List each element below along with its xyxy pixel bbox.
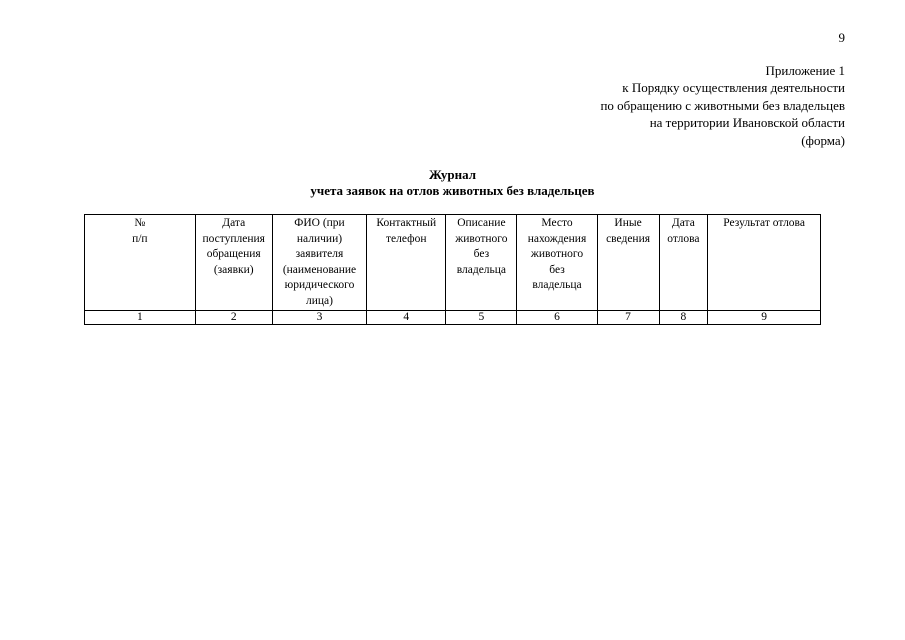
journal-subtitle-line: учета заявок на отлов животных без владельцев <box>310 183 595 198</box>
appendix-line: по обращению с животными без владельцев <box>600 97 845 113</box>
column-header-capture-result: Результат отлова <box>708 215 821 311</box>
appendix-block <box>445 62 845 149</box>
appendix-line: на территории Ивановской области <box>649 115 845 131</box>
column-number-cell: 5 <box>446 311 517 325</box>
appendix-line: Приложение 1 <box>765 63 845 78</box>
column-number-cell: 3 <box>272 311 366 325</box>
column-header-number: № п/п <box>85 215 196 311</box>
column-header-animal-location: Место нахождения животного без владельца <box>517 215 597 311</box>
appendix-line: к Порядку осуществления деятельности <box>622 80 845 96</box>
column-number-cell: 6 <box>517 311 597 325</box>
column-header-capture-date: Дата отлова <box>659 215 708 311</box>
column-header-phone: Контактный телефон <box>367 215 446 311</box>
page-number: 9 <box>838 30 845 45</box>
column-number-cell: 1 <box>85 311 196 325</box>
column-header-applicant-name: ФИО (при наличии) заявителя (наименование юридического лица) <box>272 215 366 311</box>
journal-title-line: Журнал <box>429 167 476 182</box>
column-number-cell: 4 <box>367 311 446 325</box>
column-header-animal-description: Описание животного без владельца <box>446 215 517 311</box>
column-number-cell: 8 <box>659 311 708 325</box>
column-number-cell: 2 <box>195 311 272 325</box>
table-header-row <box>85 215 821 311</box>
register-table <box>84 214 821 325</box>
journal-title <box>0 167 905 199</box>
column-header-other-info: Иные сведения <box>597 215 659 311</box>
column-header-request-date: Дата поступления обращения (заявки) <box>195 215 272 311</box>
appendix-line: (форма) <box>801 132 845 148</box>
table-column-number-row <box>85 311 821 325</box>
column-number-cell: 7 <box>597 311 659 325</box>
column-number-cell: 9 <box>708 311 821 325</box>
